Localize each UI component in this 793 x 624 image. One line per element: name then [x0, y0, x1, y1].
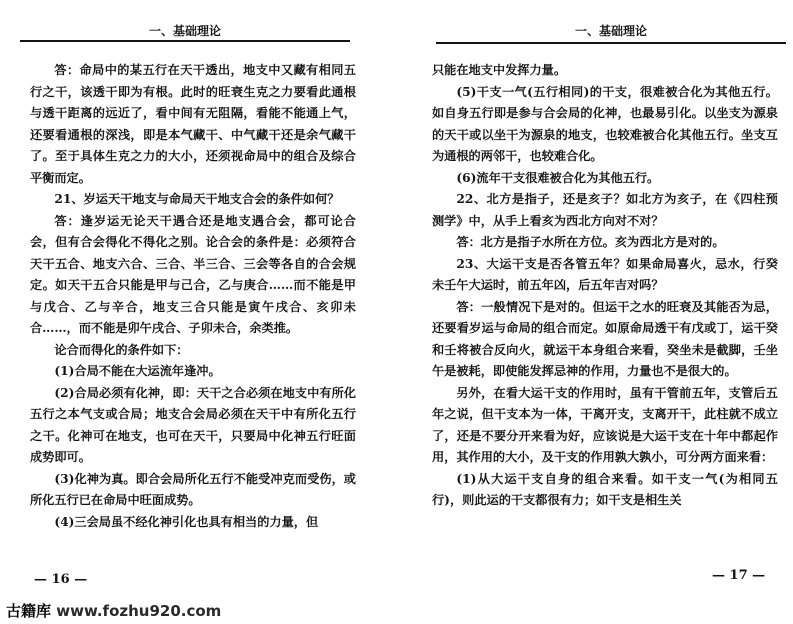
right-running-header: 一、基础理论	[574, 24, 647, 38]
right-page-body	[432, 60, 778, 512]
watermark-label: 古籍库	[6, 602, 52, 620]
right-paragraph: 另外，在看大运干支的作用时，虽有干管前五年，支管后五年之说，但干支本为一体，干离开支，支离开干，此柱就不成立了，还是不要分开来看为好，应该说是大运干支在十年中都起作用，其作用的大小，及干支的作用孰大孰小，可分两方面来看：	[432, 385, 778, 464]
left-list-item: (4)三会局虽不经化神引化也具有相当的力量，但	[54, 514, 319, 529]
left-paragraph: 论合而得化的条件如下：	[54, 342, 189, 357]
left-question: 21、岁运天干地支与命局天干地支合会的条件如何？	[54, 192, 340, 206]
right-page-number: — 17 —	[712, 568, 766, 583]
right-paragraph: 答：一般情况下是对的。但运干之水的旺衰及其能否为忌，还要看岁运与命局的组合而定。如原命局透干有戊或丁，运干癸和壬将被合反向火，就运干本身组合来看，癸坐未是截脚，壬坐午是被耗，即使能发挥忌神的作用，力量也不是很大的。	[432, 299, 778, 378]
left-paragraph: 答：逢岁运无论天干遇合还是地支遇合会，都可论合会，但有合会得化不得化之别。论合会的条件是：必须符合天干五合、地支六合、三合、半三合、三会等各自的合会规定。如天干五合只能是甲与己合，乙与庚合……而不能是甲与戊合、乙与辛合，地支三合只能是寅午戌合、亥卯未合……，而不能是卯午戌合、子卯未合，余类推。	[30, 213, 356, 335]
left-page-body	[30, 60, 356, 533]
right-list-item: (6)流年干支很难被合化为其他五行。	[456, 170, 660, 185]
left-header-rule	[20, 40, 350, 42]
right-paragraph: 答：北方是指子水所在方位。亥为西北方是对的。	[456, 235, 725, 249]
right-page	[412, 0, 782, 600]
left-running-header: 一、基础理论	[148, 24, 221, 38]
left-paragraph: 答：命局中的某五行在天干透出，地支中又藏有相同五行之干，该透干即为有根。此时的旺衰生克之力要看此通根与透干距离的远近了，看中间有无阻隔，看能不能通上气，还要看通根的深浅，即是本气藏干、中气藏干还是余气藏干了。至于具体生克之力的大小，还须视命局中的组合及综合平衡而定。	[30, 63, 356, 185]
left-page-number: — 16 —	[34, 572, 88, 587]
right-paragraph: 只能在地支中发挥力量。	[432, 63, 567, 77]
watermark-footer	[6, 600, 221, 621]
left-list-item: (3)化神为真。即合会局所化五行不能受冲克而受伤，或所化五行已在命局中旺面成势。	[30, 471, 356, 507]
left-list-item: (2)合局必须有化神，即：天干之合必须在地支中有所化五行之本气支或合局；地支合会局必须在天干中有所化五行之干。化神可在地支，也可在天干，只要局中化神五行旺面成势即可。	[30, 385, 356, 464]
right-header-rule	[436, 42, 786, 44]
watermark-site: www.fozhu920.com	[56, 602, 222, 620]
right-list-item: (5)干支一气(五行相同)的干支，很难被合化为其他五行。如自身五行即是参与合会局的化神，也最易引化。以坐支为源泉的天干或以坐干为源泉的地支，也较难被合化其他五行。坐支互为通根的两邻干，也较难合化。	[432, 84, 778, 163]
right-question: 23、大运干支是否各管五年？如果命局喜火，忌水，行癸未壬午大运时，前五年凶，后五年吉对吗？	[432, 256, 778, 292]
right-question: 22、北方是指子，还是亥子？如北方为亥子，在《四柱预测学》中，从手上看亥为西北方向对不对？	[432, 192, 778, 228]
right-list-item: (1)从大运干支自身的组合来看。如干支一气(为相同五行)，则此运的干支都很有力；如干支是相生关	[432, 471, 778, 507]
left-list-item: (1)合局不能在大运流年逢冲。	[54, 364, 221, 378]
left-page	[0, 0, 370, 600]
